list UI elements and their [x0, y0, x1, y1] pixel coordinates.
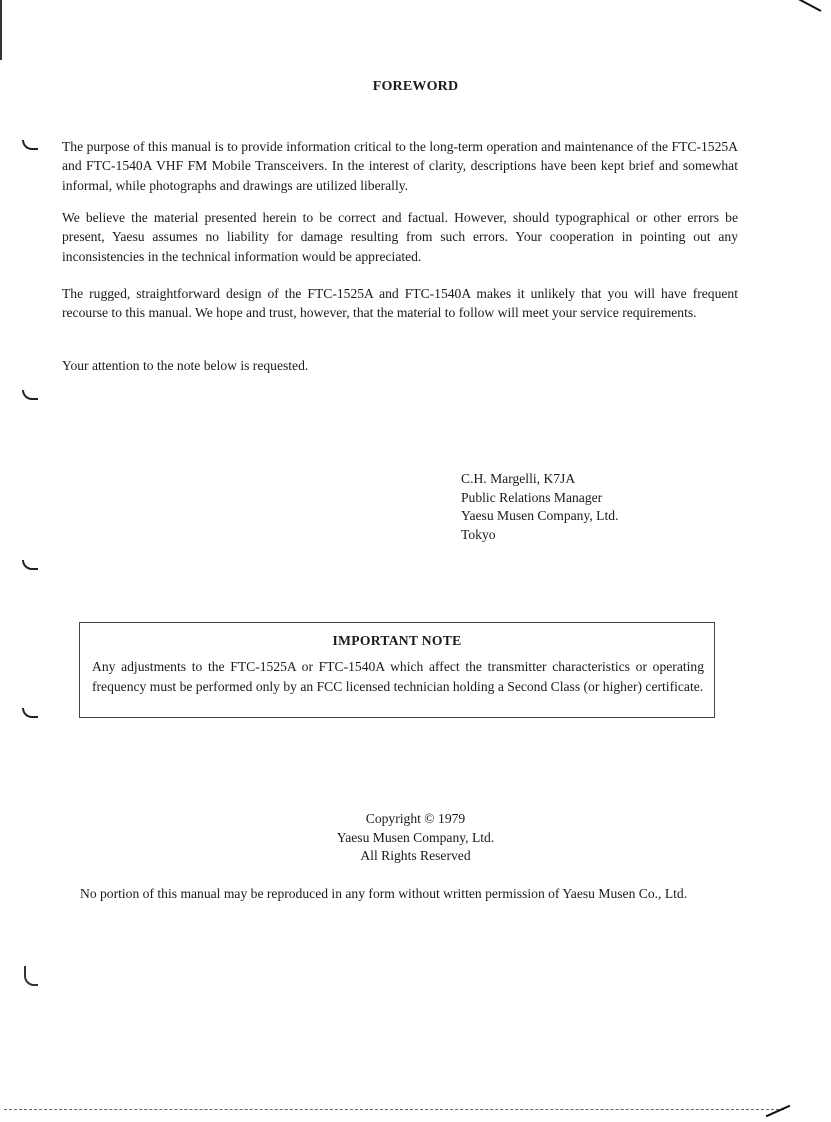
- paragraph-disclaimer: We believe the material presented herein to be correct and factual. However, should typographical or other errors be present, Yaesu assumes no liability for damage resulting from such errors. Your cooperation in pointing out any inconsistencies in the technical information would be appreciated.: [62, 210, 738, 264]
- signature-company: Yaesu Musen Company, Ltd.: [461, 508, 619, 523]
- scan-edge-mark: [0, 0, 2, 60]
- scan-bottom-edge: [4, 1109, 784, 1110]
- binder-mark: [22, 560, 38, 570]
- important-note-box: [79, 622, 715, 718]
- page-title: FOREWORD: [372, 79, 459, 94]
- signature-title: Public Relations Manager: [461, 489, 603, 505]
- important-note-title: IMPORTANT NOTE: [332, 633, 462, 648]
- scan-corner-mark: [782, 0, 822, 12]
- scan-corner-mark: [766, 1105, 791, 1117]
- binder-mark: [22, 390, 38, 400]
- binder-mark: [22, 140, 38, 150]
- copyright-company: Yaesu Musen Company, Ltd.: [336, 829, 495, 845]
- copyright-block: [0, 810, 831, 866]
- signature-city: Tokyo: [461, 526, 496, 542]
- binder-mark: [24, 966, 38, 986]
- important-note-text: Any adjustments to the FTC-1525A or FTC-1540A which affect the transmitter characteristics or operating frequency must be performed only by an FCC licensed technician holding a Second Class (or higher) certificate.: [92, 659, 704, 694]
- paragraph-purpose: The purpose of this manual is to provide information critical to the long-term operation and maintenance of the FTC-1525A and FTC-1540A VHF FM Mobile Transceivers. In the interest of clarity, descriptions have been kept brief and somewhat informal, while photographs and drawings are utilized liberally.: [62, 139, 738, 193]
- signature-block: [461, 470, 618, 544]
- binder-mark: [22, 708, 38, 718]
- copyright-year: Copyright © 1979: [365, 811, 466, 826]
- paragraph-attention: Your attention to the note below is requested.: [62, 358, 309, 373]
- signature-name: C.H. Margelli, K7JA: [461, 471, 576, 486]
- reproduction-notice: No portion of this manual may be reproduced in any form without written permission of Yaesu Musen Co., Ltd.: [80, 886, 688, 901]
- copyright-rights: All Rights Reserved: [360, 848, 471, 863]
- paragraph-design: The rugged, straightforward design of the FTC-1525A and FTC-1540A makes it unlikely that you will have frequent recourse to this manual. We hope and trust, however, that the material to follow will meet your service requirements.: [62, 286, 738, 321]
